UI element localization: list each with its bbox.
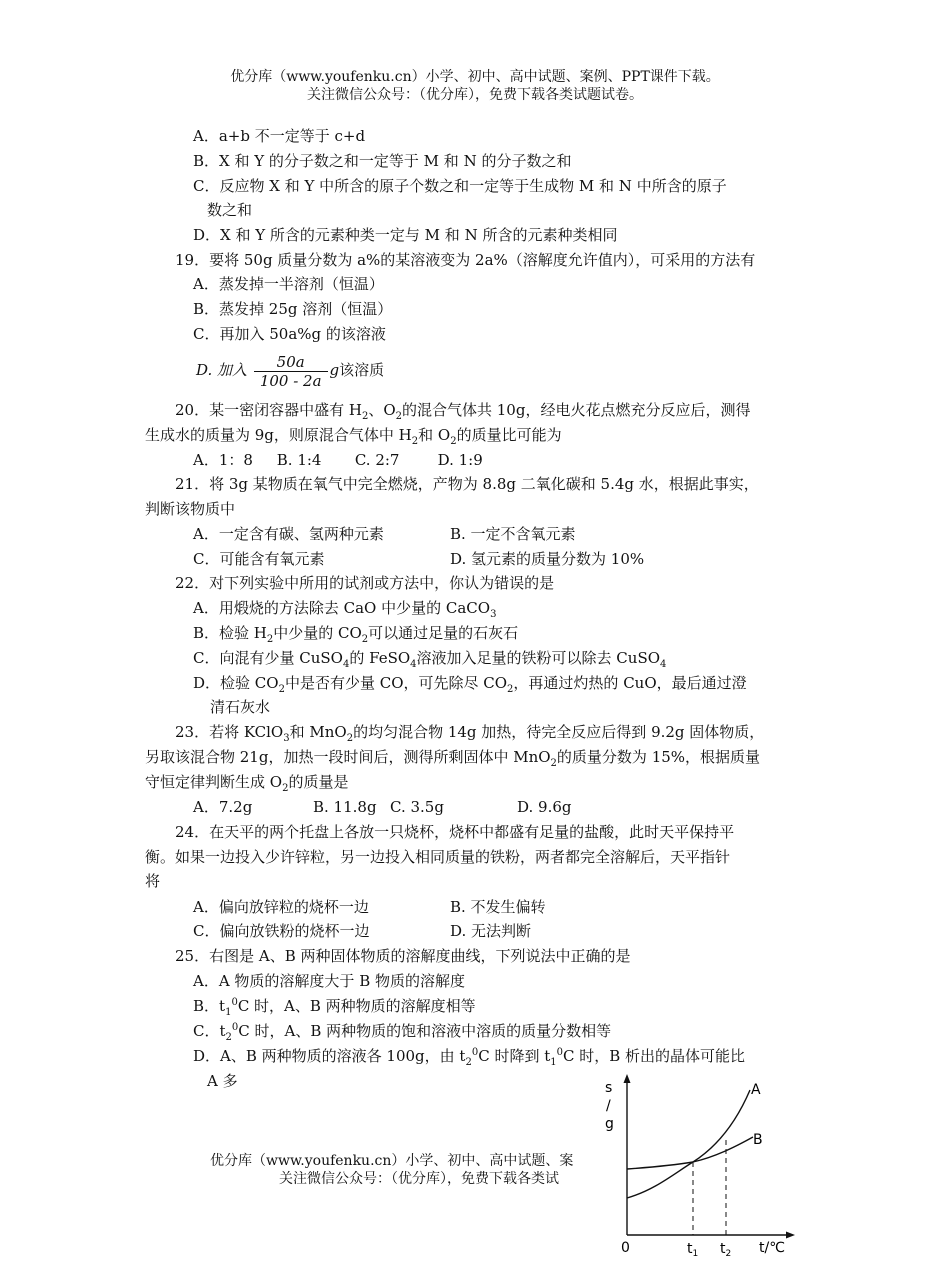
q25-option-d: D．A、B 两种物质的溶液各 100g，由 $t_2^0C$ 时降到 $t_1^0C$ 时，B 析出的晶体可能比 (193, 1047, 746, 1068)
q23-option-a: A．7.2g (193, 798, 253, 816)
q19-option-a: A．蒸发掉一半溶剂（恒温） (193, 275, 384, 293)
q19-stem: 19．要将 50g 质量分数为 a%的某溶液变为 2a%（溶解度允许值内），可采用的方法有 (175, 251, 756, 269)
q18-option-c-cont: 数之和 (207, 201, 253, 219)
q20-options: A．1：8 B. 1:4 C. 2:7 D. 1:9 (193, 451, 483, 469)
q19-option-d (196, 350, 384, 390)
q25-option-a: A．A 物质的溶解度大于 B 物质的溶解度 (193, 972, 465, 990)
curve-a-label: A (751, 1082, 761, 1098)
q19-d-unit: g (329, 361, 340, 379)
q25-option-b: B．$t_1^0C$ 时，A、B 两种物质的溶解度相等 (193, 997, 476, 1018)
q19-option-b: B．蒸发掉 25g 溶剂（恒温） (193, 300, 393, 318)
header-line-1: 优分库（www.youfenku.cn）小学、初中、高中试题、案例、PPT课件下载。 (230, 69, 720, 85)
q19-d-suffix: 该溶质 (339, 361, 385, 379)
q23-stem-3: 守恒定律判断生成 $O_2$的质量是 (145, 773, 349, 794)
q24-option-b: B. 不发生偏转 (450, 898, 546, 916)
q20-stem-2: 生成水的质量为 9g，则原混合气体中 $H_2$和 $O_2$的质量比可能为 (145, 426, 562, 447)
q21-stem-2: 判断该物质中 (145, 500, 236, 518)
q19-d-prefix: D. 加入 (196, 361, 248, 379)
q23-option-d: D. 9.6g (517, 798, 572, 816)
t1-label: $t_1$ (687, 1241, 699, 1259)
q18-option-d: D．X 和 Y 所含的元素种类一定与 M 和 N 所含的元素种类相同 (193, 226, 618, 244)
q25-stem: 25．右图是 A、B 两种固体物质的溶解度曲线，下列说法中正确的是 (175, 947, 631, 965)
footer-line-1: 优分库（www.youfenku.cn）小学、初中、高中试题、案 (210, 1153, 574, 1169)
q18-option-c: C．反应物 X 和 Y 中所含的原子个数之和一定等于生成物 M 和 N 中所含的原子 (193, 177, 727, 195)
q22-option-a: A．用煅烧的方法除去 CaO 中少量的 CaCO$_3$ (193, 599, 497, 620)
q24-option-a: A．偏向放锌粒的烧杯一边 (193, 898, 369, 916)
header-line-2: 关注微信公众号：（优分库），免费下载各类试题试卷。 (307, 87, 643, 103)
y-label-g: g (605, 1116, 614, 1132)
q21-option-c: C．可能含有氧元素 (193, 550, 325, 568)
t2-label: $t_2$ (720, 1241, 732, 1259)
q22-option-c: C．向混有少量 CuSO$_4$的 FeSO$_4$溶液加入足量的铁粉可以除去 CuSO$_4$ (193, 649, 667, 670)
q24-stem-2: 衡。如果一边投入少许锌粒，另一边投入相同质量的铁粉，两者都完全溶解后，天平指针 (145, 848, 731, 866)
q19-option-c: C．再加入 50a%g 的该溶液 (193, 325, 386, 343)
origin-label: 0 (621, 1240, 630, 1256)
q24-stem-3: 将 (145, 872, 161, 890)
q25-option-c: C．$t_2^0C$ 时，A、B 两种物质的饱和溶液中溶质的质量分数相等 (193, 1022, 612, 1043)
q20-stem-1: 20．某一密闭容器中盛有 $H_2$、$O_2$的混合气体共 10g，经电火花点燃充分反应后，测得 (175, 401, 751, 422)
q22-option-b: B．检验 $H_2$中少量的 $CO_2$可以通过足量的石灰石 (193, 624, 519, 645)
footer-line-2: 关注微信公众号：（优分库），免费下载各类试 (279, 1171, 559, 1187)
y-label-slash: / (606, 1098, 611, 1114)
q24-option-d: D. 无法判断 (450, 922, 532, 940)
q21-option-a: A．一定含有碳、氢两种元素 (193, 525, 384, 543)
q24-stem-1: 24．在天平的两个托盘上各放一只烧杯，烧杯中都盛有足量的盐酸，此时天平保持平 (175, 823, 735, 841)
q19-d-denominator: 100 - 2a (259, 371, 322, 390)
q21-option-d: D. 氢元素的质量分数为 10% (450, 550, 645, 568)
q22-stem: 22．对下列实验中所用的试剂或方法中，你认为错误的是 (175, 574, 555, 592)
q23-stem-2: 另取该混合物 21g，加热一段时间后，测得所剩固体中 MnO$_2$的质量分数为 15%，根据质量 (145, 748, 761, 769)
curve-b-label: B (753, 1132, 763, 1148)
q25-option-d-cont: A 多 (207, 1072, 238, 1090)
q24-option-c: C．偏向放铁粉的烧杯一边 (193, 922, 370, 940)
y-label-s: s (605, 1080, 613, 1096)
q19-d-fraction (254, 353, 328, 390)
q19-d-numerator: 50a (254, 353, 328, 372)
q21-option-b: B. 一定不含氧元素 (450, 525, 576, 543)
q18-option-a: A．a+b 不一定等于 c+d (193, 127, 366, 145)
x-axis-label: t/℃ (759, 1240, 785, 1256)
q23-option-b: B. 11.8g (313, 798, 377, 816)
solubility-chart (595, 1070, 805, 1260)
q22-option-d-cont: 清石灰水 (210, 698, 271, 716)
q23-stem-1: 23．若将 KClO$_3$和 MnO$_2$的均匀混合物 14g 加热，待完全反应后得到 9.2g 固体物质， (175, 723, 765, 744)
q22-option-d: D．检验 $CO_2$中是否有少量 CO，可先除尽 $CO_2$，再通过灼热的 CuO，最后通过澄 (193, 674, 747, 695)
q21-stem-1: 21．将 3g 某物质在氧气中完全燃烧，产物为 8.8g 二氧化碳和 5.4g 水，根据此事实， (175, 475, 759, 493)
q23-option-c: C. 3.5g (390, 798, 444, 816)
q18-option-b: B．X 和 Y 的分子数之和一定等于 M 和 N 的分子数之和 (193, 152, 572, 170)
